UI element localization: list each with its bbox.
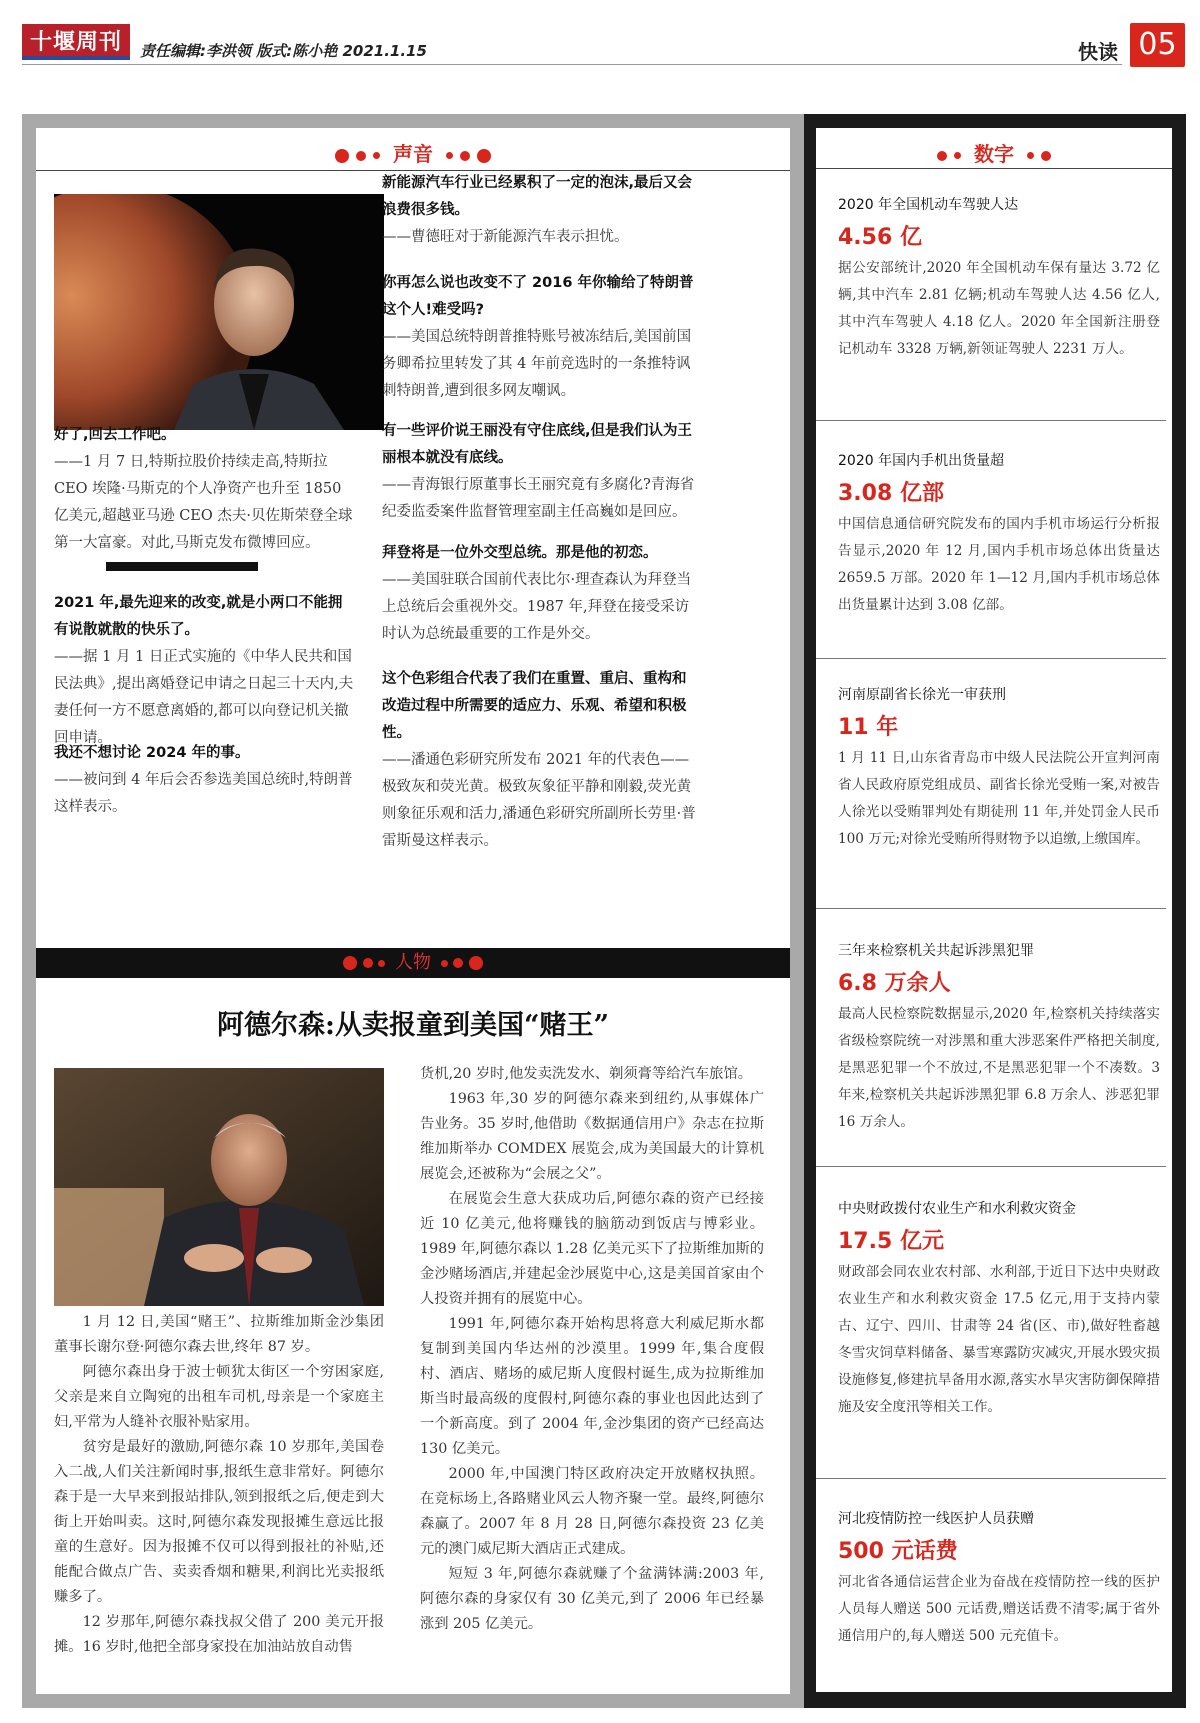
quote-hillary	[382, 270, 700, 405]
number-caption: 中央财政拨付农业生产和水利救灾资金	[838, 1201, 1076, 1217]
number-item	[838, 1198, 1160, 1421]
quote-body: ——据 1 月 1 日正式实施的《中华人民共和国民法典》,提出离婚登记申请之日起三十天内,夫妻任何一方不愿意离婚的,都可以向登记机关撤回申请。	[54, 649, 354, 746]
adelson-photo	[54, 1068, 384, 1306]
number-text: 河北省各通信运营企业为奋战在疫情防控一线的医护人员每人赠送 500 元话费,赠送话费不清零;属于省外通信用户的,每人赠送 500 元充值卡。	[838, 1574, 1160, 1644]
number-item	[838, 940, 1160, 1136]
number-caption: 河南原副省长徐光一审获刑	[838, 687, 1006, 703]
number-text: 中国信息通信研究院发布的国内手机市场运行分析报告显示,2020 年 12 月,国内手机市场总体出货量达 2659.5 万部。2020 年 1—12 月,国内手机市场总体出货量累计达到 3.08 亿部。	[838, 516, 1160, 613]
number-value: 4.56 亿	[838, 225, 922, 250]
number-item	[838, 684, 1160, 853]
quote-body: ——美国总统特朗普推特账号被冻结后,美国前国务卿希拉里转发了其 4 年前竞选时的一条推特讽刺特朗普,遭到很多网友嘲讽。	[382, 329, 692, 399]
page-number: 05	[1130, 23, 1185, 67]
number-text: 财政部会同农业农村部、水利部,于近日下达中央财政农业生产和水利救灾资金 17.5 亿元,用于支持内蒙古、辽宁、四川、甘肃等 24 省(区、市),做好牲畜越冬雪灾饲草料储备、暴雪寒露防灾减灾,开展水毁灾损设施修复,修建抗旱备用水源,落实水旱灾害防御保障措施及安全度汛等相关工作。	[838, 1264, 1160, 1415]
quote-head: 我还不想讨论 2024 年的事。	[54, 745, 250, 761]
voice-title-text: 声音	[393, 142, 433, 166]
musk-photo	[54, 194, 384, 430]
number-caption: 河北疫情防控一线医护人员获赠	[838, 1511, 1034, 1527]
divider-bar	[106, 562, 258, 571]
number-caption: 2020 年全国机动车驾驶人达	[838, 197, 1019, 213]
quote-biden	[382, 540, 700, 648]
number-text: 1 月 11 日,山东省青岛市中级人民法院公开宣判河南省人民政府原党组成员、副省长徐光受贿一案,对被告人徐光以受贿罪判处有期徒刑 11 年,并处罚金人民币 100 万元;对徐光受贿所得财物予以追缴,上缴国库。	[838, 750, 1160, 847]
voice-title	[36, 138, 790, 167]
number-separator	[816, 420, 1166, 421]
quote-head: 2021 年,最先迎来的改变,就是小两口不能拥有说散就散的快乐了。	[54, 595, 343, 638]
quote-head: 这个色彩组合代表了我们在重置、重启、重构和改造过程中所需要的适应力、乐观、希望和积极性。	[382, 671, 687, 741]
article-paragraph: 在展览会生意大获成功后,阿德尔森的资产已经接近 10 亿美元,他将赚钱的脑筋动到饭店与博彩业。1989 年,阿德尔森以 1.28 亿美元买下了拉斯维加斯的金沙赌场酒店,并建起金沙展览中心,这是美国首家由个人投资并拥有的展览中心。	[420, 1191, 764, 1307]
section-name: 快读	[1078, 40, 1118, 64]
quote-body: ——青海银行原董事长王丽究竟有多腐化?青海省纪委监委案件监督管理室副主任高巍如是回应。	[382, 477, 695, 520]
number-value: 11 年	[838, 715, 899, 740]
numbers-title-rule	[816, 168, 1172, 169]
article-paragraph: 1963 年,30 岁的阿德尔森来到纽约,从事媒体广告业务。35 岁时,他借助《数据通信用户》杂志在拉斯维加斯举办 COMDEX 展览会,成为美国最大的计算机展览会,还被称为“会展之父”。	[420, 1091, 764, 1182]
number-separator	[816, 658, 1166, 659]
number-separator	[816, 908, 1166, 909]
header-rule	[22, 64, 1122, 65]
numbers-title-text: 数字	[974, 142, 1014, 166]
quote-head: 好了,回去工作吧。	[54, 427, 176, 443]
number-item	[838, 194, 1160, 363]
number-value: 3.08 亿部	[838, 481, 944, 506]
quote-body: ——潘通色彩研究所发布 2021 年的代表色——极致灰和荧光黄。极致灰象征平静和刚毅,荧光黄则象征乐观和活力,潘通色彩研究所副所长劳里·普雷斯曼这样表示。	[382, 752, 696, 849]
number-text: 最高人民检察院数据显示,2020 年,检察机关持续落实省级检察院统一对涉黑和重大涉恶案件严格把关制度,是黑恶犯罪一个不放过,不是黑恶犯罪一个不凑数。3 年来,检察机关共起诉涉黑犯罪 6.8 万余人、涉恶犯罪 16 万余人。	[838, 1006, 1160, 1130]
article-paragraph: 1 月 12 日,美国“赌王”、拉斯维加斯金沙集团董事长谢尔登·阿德尔森去世,终年 87 岁。	[54, 1314, 384, 1355]
number-value: 17.5 亿元	[838, 1229, 944, 1254]
quote-body: ——曹德旺对于新能源汽车表示担忧。	[382, 229, 629, 245]
quote-head: 你再怎么说也改变不了 2016 年你输给了特朗普这个人!难受吗?	[382, 275, 694, 318]
article-paragraph: 短短 3 年,阿德尔森就赚了个盆满钵满:2003 年,阿德尔森的身家仅有 30 亿美元,到了 2006 年已经暴涨到 205 亿美元。	[420, 1566, 764, 1632]
quote-head: 新能源汽车行业已经累积了一定的泡沫,最后又会浪费很多钱。	[382, 175, 693, 218]
quote-musk	[54, 422, 356, 557]
article-paragraph: 贫穷是最好的激励,阿德尔森 10 岁那年,美国卷入二战,人们关注新闻时事,报纸生意非常好。阿德尔森于是一大早来到报站排队,领到报纸之后,便走到大街上开始叫卖。这时,阿德尔森发现报摊生意远比报童的生意好。因为报摊不仅可以得到报社的补贴,还能配合做点广告、卖卖香烟和糖果,利润比光卖报纸赚多了。	[54, 1439, 384, 1605]
masthead-logo: 十堰周刊	[22, 24, 130, 60]
quote-body: ——美国驻联合国前代表比尔·理查森认为拜登当上总统后会重视外交。1987 年,拜登在接受采访时认为总统最重要的工作是外交。	[382, 572, 692, 642]
article-col-right	[420, 1062, 764, 1637]
article-paragraph: 1991 年,阿德尔森开始构思将意大利威尼斯水都复制到美国内华达州的沙漠里。1999 年,集合度假村、酒店、赌场的威尼斯人度假村诞生,成为拉斯维加斯当时最高级的度假村,阿德尔森的事业也因此达到了一个新高度。到了 2004 年,金沙集团的资产已经高达 130 亿美元。	[420, 1316, 764, 1457]
person-band	[36, 948, 790, 978]
person-band-text: 人物	[395, 952, 431, 973]
quote-pantone	[382, 666, 700, 855]
number-item	[838, 1508, 1160, 1650]
quote-head: 拜登将是一位外交型总统。那是他的初恋。	[382, 545, 658, 561]
number-value: 6.8 万余人	[838, 971, 951, 996]
number-value: 500 元话费	[838, 1539, 958, 1564]
numbers-title	[816, 138, 1172, 167]
number-separator	[816, 1478, 1166, 1479]
editor-credits: 责任编辑:李洪领 版式:陈小艳 2021.1.15	[140, 42, 427, 60]
number-caption: 三年来检察机关共起诉涉黑犯罪	[838, 943, 1034, 959]
number-text: 据公安部统计,2020 年全国机动车保有量达 3.72 亿辆,其中汽车 2.81 亿辆;机动车驾驶人达 4.56 亿人,其中汽车驾驶人 4.18 亿人。2020 年全国新注册登记机动车 3328 万辆,新领证驾驶人 2231 万人。	[838, 260, 1160, 357]
article-col-left	[54, 1310, 384, 1660]
article-paragraph: 货机,20 岁时,他发卖洗发水、剃须膏等给汽车旅馆。	[420, 1066, 753, 1082]
page-header	[0, 0, 1200, 86]
voice-panel	[36, 128, 790, 948]
quote-divorce	[54, 590, 356, 752]
article-paragraph: 2000 年,中国澳门特区政府决定开放赌权执照。在竞标场上,各路赌业风云人物齐聚一堂。最终,阿德尔森赢了。2007 年 8 月 28 日,阿德尔森投资 23 亿美元的澳门威尼斯大酒店正式建成。	[420, 1466, 764, 1557]
article-paragraph: 12 岁那年,阿德尔森找叔父借了 200 美元开报摊。16 岁时,他把全部身家投在加油站放自动售	[54, 1614, 384, 1655]
article-paragraph: 阿德尔森出身于波士顿犹太街区一个穷困家庭,父亲是来自立陶宛的出租车司机,母亲是一个家庭主妇,平常为人缝补衣服补贴家用。	[54, 1364, 384, 1430]
article-headline: 阿德尔森:从卖报童到美国“赌王”	[216, 1010, 610, 1041]
quote-wangli	[382, 418, 700, 526]
quote-head: 有一些评价说王丽没有守住底线,但是我们认为王丽根本就没有底线。	[382, 423, 693, 466]
quote-trump-2024	[54, 740, 356, 821]
number-item	[838, 450, 1160, 619]
quote-body: ——1 月 7 日,特斯拉股价持续走高,特斯拉 CEO 埃隆·马斯克的个人净资产也升至 1850 亿美元,超越亚马逊 CEO 杰夫·贝佐斯荣登全球第一大富豪。对此,马斯克发布微博回应。	[54, 454, 353, 551]
number-caption: 2020 年国内手机出货量超	[838, 453, 1005, 469]
quote-body: ——被问到 4 年后会否参选美国总统时,特朗普这样表示。	[54, 772, 353, 815]
number-separator	[816, 1166, 1166, 1167]
quote-cao	[382, 170, 700, 251]
